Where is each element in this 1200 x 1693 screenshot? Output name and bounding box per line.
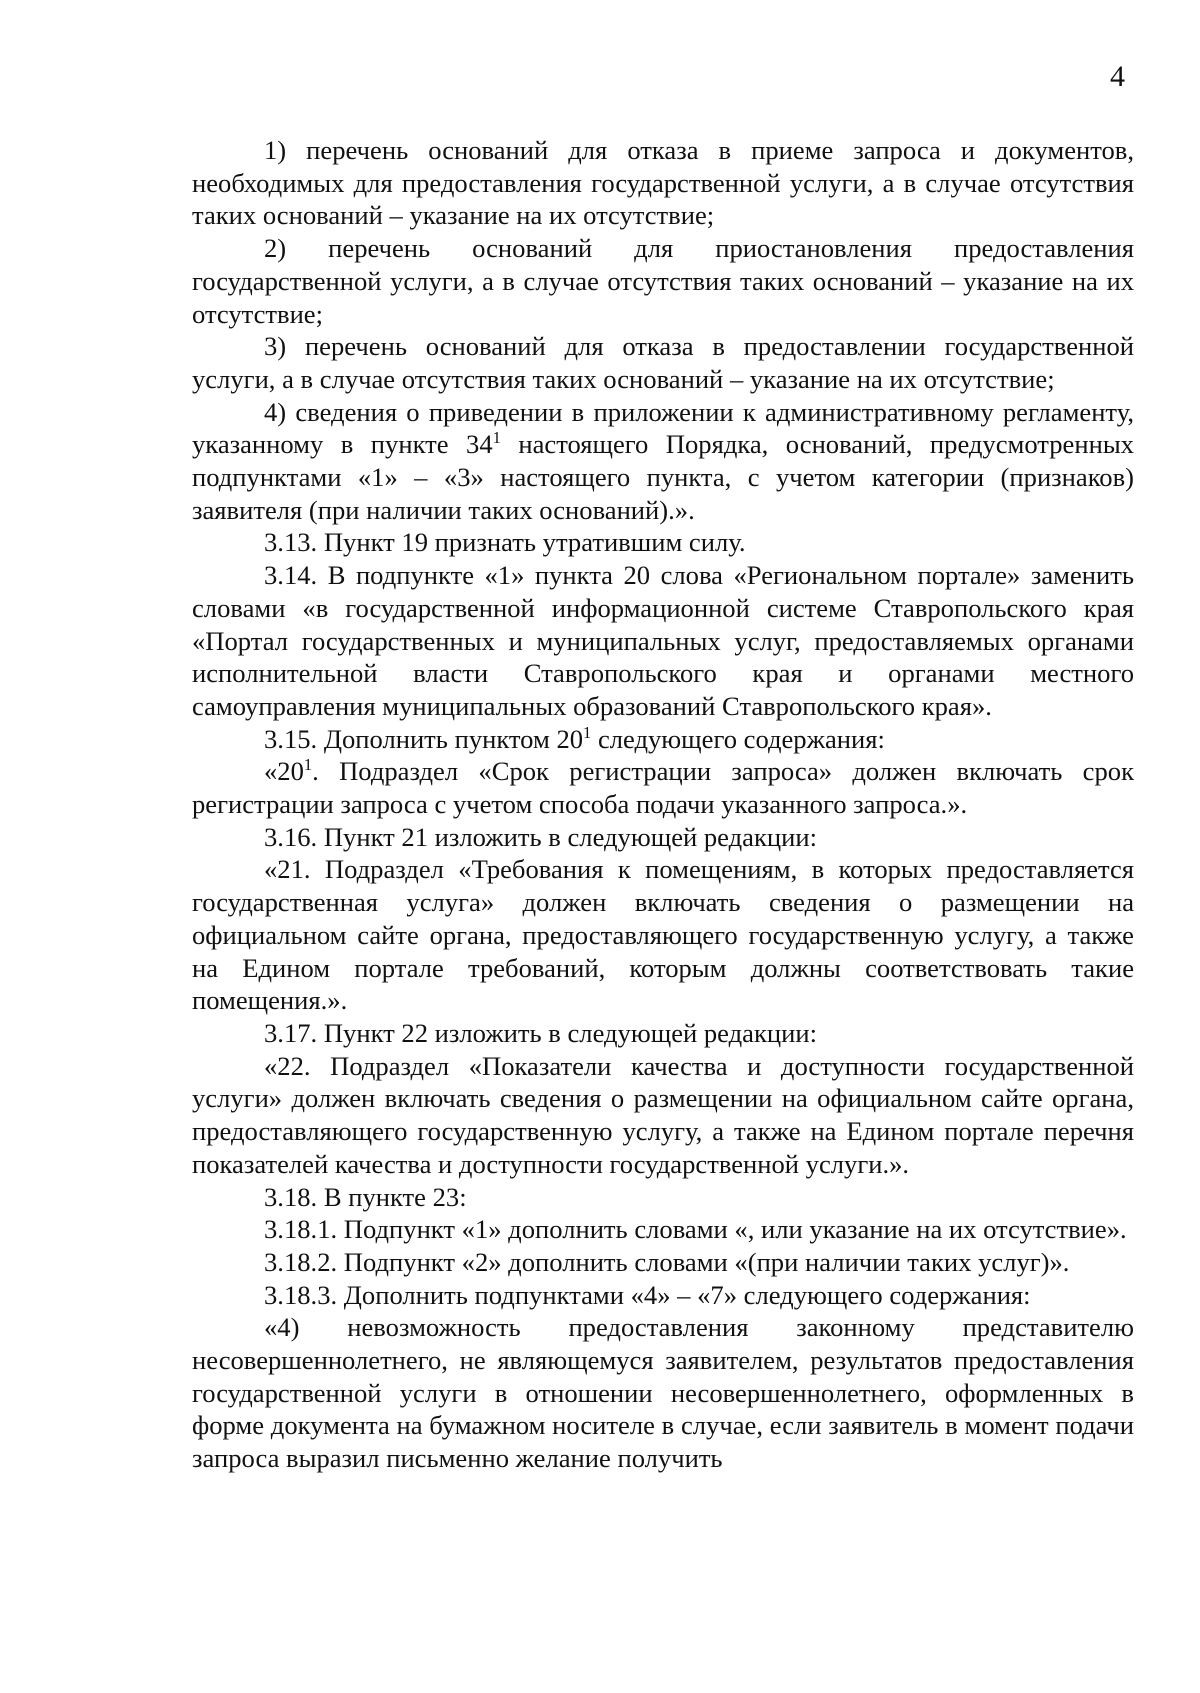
paragraph-3-18-1: 3.18.1. Подпункт «1» дополнить словами «, или указание на их отсутствие». bbox=[264, 1214, 1127, 1245]
superscript: 1 bbox=[583, 722, 592, 742]
document-body bbox=[192, 134, 1134, 1475]
paragraph-3-16: 3.16. Пункт 21 изложить в следующей редакции: bbox=[264, 821, 817, 852]
paragraph-3-14: 3.14. В подпункте «1» пункта 20 слова «Региональном портале» заменить словами «в государственной информационной системе Ставропольского края «Портал государственных и муниципальных услуг, предоставляемых органами исполнительной власти Ставропольского края и органами местного самоуправления муниципальных образований Ставропольского края». bbox=[192, 560, 1134, 721]
paragraph-3-15: 3.15. Дополнить пунктом $20^1$ следующего содержания: bbox=[264, 722, 885, 754]
paragraph-22-quote: «22. Подраздел «Показатели качества и доступности государственной услуги» должен включать сведения о размещении на официальном сайте органа, предоставляющего государственную услугу, а также на Едином портале перечня показателей качества и доступности государственной услуги.». bbox=[192, 1050, 1134, 1179]
paragraph-3: 3) перечень оснований для отказа в предоставлении государственной услуги, а в случае отсутствия таких оснований – указание на их отсутствие; bbox=[192, 331, 1134, 394]
paragraph-3-13: 3.13. Пункт 19 признать утратившим силу. bbox=[264, 527, 746, 558]
paragraph-21-quote: «21. Подраздел «Требования к помещениям, в которых предоставляется государственная услуга» должен включать сведения о размещении на официальном сайте органа, предоставляющего государственную услугу, а также на Едином портале требований, которым должны соответствовать такие помещения.». bbox=[192, 854, 1134, 1016]
paragraph-3-18-3: 3.18.3. Дополнить подпунктами «4» – «7» следующего содержания: bbox=[264, 1279, 1031, 1310]
paragraph-3-18-2: 3.18.2. Подпункт «2» дополнить словами «(при наличии таких услуг)». bbox=[264, 1246, 1070, 1277]
paragraph-3-18: 3.18. В пункте 23: bbox=[264, 1181, 467, 1212]
superscript: 1 bbox=[303, 755, 313, 775]
superscript: 1 bbox=[492, 428, 501, 448]
paragraph-4: 4) сведения о приведении в приложении к административному регламенту, указанному в пункте $34^1$ настоящего Порядка, оснований, предусмотренных подпунктами «1» – «3» настоящего пункта, с учетом категории (признаков) заявителя (при наличии таких оснований).». bbox=[192, 396, 1134, 525]
paragraph-1: 1) перечень оснований для отказа в приеме запроса и документов, необходимых для предоставления государственной услуги, а в случае отсутствия таких оснований – указание на их отсутствие; bbox=[192, 135, 1134, 231]
paragraph-2: 2) перечень оснований для приостановления предоставления государственной услуги, а в случае отсутствия таких оснований – указание на их отсутствие; bbox=[192, 233, 1134, 329]
paragraph-4-quote: «4) невозможность предоставления законному представителю несовершеннолетнего, не являющемуся заявителем, результатов предоставления государственной услуги в отношении несовершеннолетнего, оформленных в форме документа на бумажном носителе в случае, если заявитель в момент подачи запроса выразил письменно желание получить bbox=[192, 1312, 1134, 1474]
page-number: 4 bbox=[1110, 60, 1125, 93]
paragraph-20-1-quote: «$20^1$. Подраздел «Срок регистрации запроса» должен включать срок регистрации запроса с учетом способа подачи указанного запроса.». bbox=[192, 755, 1134, 820]
paragraph-3-17: 3.17. Пункт 22 изложить в следующей редакции: bbox=[264, 1017, 817, 1048]
